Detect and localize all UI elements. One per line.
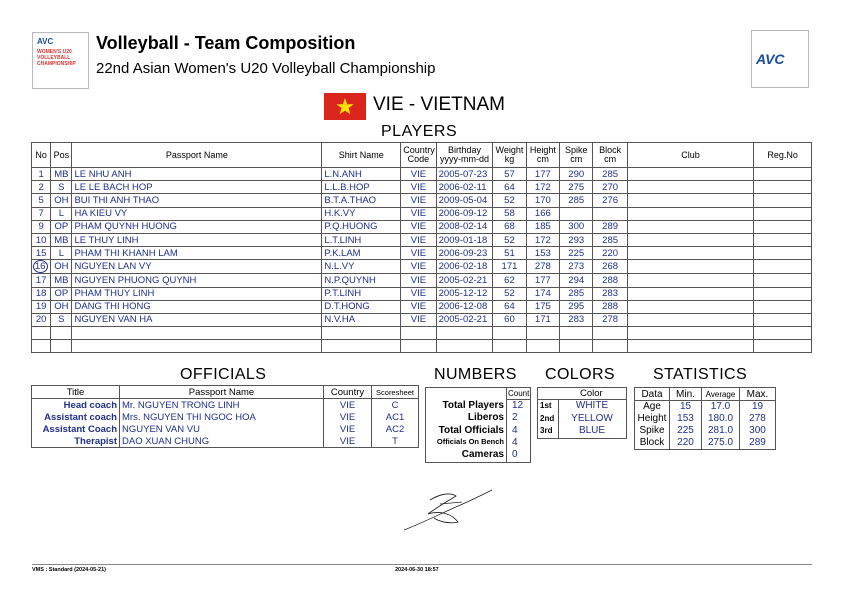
cell-no: 18	[32, 287, 51, 300]
numbers-value: 4	[512, 436, 518, 448]
cell-pos: OP	[51, 287, 72, 300]
cell-spike: 275	[560, 181, 593, 194]
cell-spike: 225	[560, 247, 593, 260]
statistics-table	[634, 387, 776, 450]
stats-header-row	[635, 388, 776, 401]
avc-logo-text: AVC	[756, 51, 785, 67]
empty-cell	[32, 327, 51, 340]
table-row	[32, 274, 812, 287]
numbers-heading: NUMBERS	[434, 366, 517, 383]
numbers-box	[425, 387, 531, 463]
empty-cell	[401, 327, 436, 340]
official-row	[32, 435, 419, 448]
players-table	[31, 142, 812, 353]
numbers-label: Total Players	[442, 400, 504, 411]
cell-country: VIE	[401, 220, 436, 233]
cell-no: 10	[32, 233, 51, 246]
numbers-value: 2	[512, 412, 518, 424]
cell-no: 9	[32, 220, 51, 233]
cell-block: 285	[593, 168, 627, 181]
empty-cell	[754, 327, 812, 340]
footer-version: VMS : Standard (2024-05-21)	[32, 567, 106, 573]
off-col-title: Title	[32, 386, 120, 399]
cell-reg	[754, 313, 812, 326]
logo-avc-text: AVC	[37, 37, 54, 46]
cell-weight: 60	[493, 313, 526, 326]
avc-logo	[751, 30, 809, 88]
empty-cell	[627, 327, 753, 340]
empty-cell	[526, 327, 559, 340]
cell-height: 174	[526, 287, 559, 300]
cell-weight: 68	[493, 220, 526, 233]
cell-reg	[754, 287, 812, 300]
numbers-label: Officials On Bench	[436, 436, 504, 446]
stats-row	[635, 401, 776, 414]
players-header-row	[32, 143, 812, 168]
cell-height: 185	[526, 220, 559, 233]
cell-reg	[754, 233, 812, 246]
stats-avg: 17.0	[702, 401, 740, 414]
stats-label: Height	[635, 413, 670, 425]
cell-reg	[754, 194, 812, 207]
cell-pos: MB	[51, 168, 72, 181]
stats-min: 15	[670, 401, 702, 414]
cell-spike: 295	[560, 300, 593, 313]
stats-col-data: Data	[635, 388, 670, 401]
cell-passport: BUI THI ANH THAO	[72, 194, 322, 207]
cell-weight: 51	[493, 247, 526, 260]
cell-birthday: 2006-02-18	[436, 260, 493, 274]
footer-timestamp: 2024-06-30 18:57	[395, 567, 439, 573]
cell-pos: OH	[51, 260, 72, 274]
cell-reg	[754, 247, 812, 260]
empty-cell	[51, 327, 72, 340]
cell-weight: 171	[493, 260, 526, 274]
col-weight: Weight kg	[493, 143, 526, 168]
cell-block	[593, 207, 627, 220]
numbers-value: 4	[512, 424, 518, 436]
cell-shirt: B.T.A.THAO	[322, 194, 401, 207]
cell-no: 17	[32, 274, 51, 287]
cell-height: 177	[526, 168, 559, 181]
cell-shirt: P.T.LINH	[322, 287, 401, 300]
table-row	[32, 233, 812, 246]
footer-divider	[32, 564, 812, 565]
cell-no	[32, 260, 51, 274]
cell-weight: 52	[493, 194, 526, 207]
document-title: Volleyball - Team Composition	[96, 33, 356, 53]
cell-spike: 294	[560, 274, 593, 287]
table-row	[32, 313, 812, 326]
official-title: Therapist	[32, 435, 120, 448]
cell-reg	[754, 207, 812, 220]
cell-block: 268	[593, 260, 627, 274]
officials-table	[31, 385, 419, 448]
official-passport: Mr. NGUYEN TRONG LINH	[120, 399, 324, 412]
cell-block: 288	[593, 274, 627, 287]
cell-passport: NGUYEN VAN HA	[72, 313, 322, 326]
cell-weight: 52	[493, 287, 526, 300]
empty-cell	[322, 327, 401, 340]
cell-shirt: P.K.LAM	[322, 247, 401, 260]
signature-icon	[400, 484, 500, 534]
officials-heading: OFFICIALS	[180, 366, 267, 383]
stats-col-max: Max.	[740, 388, 776, 401]
empty-cell	[560, 327, 593, 340]
cell-passport: DANG THI HONG	[72, 300, 322, 313]
cell-shirt: L.N.ANH	[322, 168, 401, 181]
cell-reg	[754, 168, 812, 181]
col-block: Block cm	[593, 143, 627, 168]
stats-max: 300	[740, 425, 776, 437]
official-country: VIE	[324, 411, 372, 423]
numbers-value: 0	[512, 449, 518, 461]
cell-block: 278	[593, 313, 627, 326]
stats-min: 225	[670, 425, 702, 437]
official-row	[32, 423, 419, 435]
cell-height: 278	[526, 260, 559, 274]
cell-pos: OH	[51, 194, 72, 207]
numbers-label: Total Officials	[438, 424, 504, 436]
vietnam-flag-icon	[324, 93, 366, 120]
off-col-country: Country	[324, 386, 372, 399]
cell-birthday: 2006-09-12	[436, 207, 493, 220]
off-col-passport: Passport Name	[120, 386, 324, 399]
color-value: YELLOW	[571, 412, 613, 424]
col-country: Country Code	[401, 143, 436, 168]
cell-shirt: P.Q.HUONG	[322, 220, 401, 233]
stats-max: 289	[740, 437, 776, 450]
cell-no: 2	[32, 181, 51, 194]
stats-label: Age	[635, 401, 670, 414]
cell-weight: 64	[493, 300, 526, 313]
cell-spike: 283	[560, 313, 593, 326]
colors-heading: COLORS	[545, 366, 615, 383]
cell-club	[627, 287, 753, 300]
col-pos: Pos	[51, 143, 72, 168]
championship-title: 22nd Asian Women's U20 Volleyball Championship	[96, 60, 436, 77]
official-row	[32, 411, 419, 423]
cell-block: 285	[593, 233, 627, 246]
cell-block: 289	[593, 220, 627, 233]
cell-block: 288	[593, 300, 627, 313]
cell-shirt: L.L.B.HOP	[322, 181, 401, 194]
color-rank: 1st	[540, 401, 552, 410]
official-passport: Mrs. NGUYEN THI NGOC HOA	[120, 411, 324, 423]
cell-club	[627, 181, 753, 194]
cell-spike	[560, 207, 593, 220]
cell-spike: 293	[560, 233, 593, 246]
team-name: VIE - VIETNAM	[373, 94, 505, 115]
cell-birthday: 2005-12-12	[436, 287, 493, 300]
cell-reg	[754, 181, 812, 194]
cell-reg	[754, 274, 812, 287]
logo-caption: WOMEN'S U20 VOLLEYBALL CHAMPIONSHIP	[37, 49, 76, 67]
stats-row	[635, 413, 776, 425]
col-shirt: Shirt Name	[322, 143, 401, 168]
cell-country: VIE	[401, 233, 436, 246]
cell-no: 7	[32, 207, 51, 220]
official-scoresheet: T	[372, 435, 419, 448]
cell-club	[627, 207, 753, 220]
cell-shirt: N.L.VY	[322, 260, 401, 274]
col-club: Club	[627, 143, 753, 168]
empty-cell	[754, 340, 812, 353]
cell-birthday: 2006-12-08	[436, 300, 493, 313]
cell-no: 20	[32, 313, 51, 326]
stats-col-average: Average	[702, 388, 740, 401]
empty-cell	[493, 340, 526, 353]
empty-cell	[72, 327, 322, 340]
official-country: VIE	[324, 423, 372, 435]
color-rank: 2nd	[540, 413, 555, 423]
cell-passport: LE THUY LINH	[72, 233, 322, 246]
official-passport: NGUYEN VAN VU	[120, 423, 324, 435]
empty-cell	[72, 340, 322, 353]
cell-birthday: 2005-02-21	[436, 313, 493, 326]
empty-cell	[560, 340, 593, 353]
cell-birthday: 2006-09-23	[436, 247, 493, 260]
players-heading: PLAYERS	[381, 123, 458, 140]
col-height: Height cm	[526, 143, 559, 168]
cell-country: VIE	[401, 274, 436, 287]
empty-row	[32, 340, 812, 353]
cell-spike: 285	[560, 194, 593, 207]
cell-pos: MB	[51, 274, 72, 287]
cell-spike: 300	[560, 220, 593, 233]
empty-cell	[32, 340, 51, 353]
cell-reg	[754, 220, 812, 233]
col-no: No	[32, 143, 51, 168]
cell-spike: 273	[560, 260, 593, 274]
official-scoresheet: AC2	[372, 423, 419, 435]
cell-club	[627, 168, 753, 181]
color-rank: 3rd	[540, 426, 553, 435]
stats-avg: 180.0	[702, 413, 740, 425]
cell-pos: S	[51, 313, 72, 326]
table-row	[32, 181, 812, 194]
numbers-value: 12	[512, 400, 524, 411]
cell-passport: LE LE BACH HOP	[72, 181, 322, 194]
cell-weight: 52	[493, 233, 526, 246]
cell-height: 166	[526, 207, 559, 220]
championship-logo	[32, 32, 89, 89]
table-row	[32, 260, 812, 274]
stats-row	[635, 437, 776, 450]
cell-birthday: 2009-05-04	[436, 194, 493, 207]
cell-passport: PHAM THI KHANH LAM	[72, 247, 322, 260]
cell-reg	[754, 300, 812, 313]
cell-country: VIE	[401, 247, 436, 260]
colors-box	[537, 387, 627, 439]
official-title: Assistant Coach	[32, 423, 120, 435]
cell-shirt: H.K.VY	[322, 207, 401, 220]
cell-club	[627, 260, 753, 274]
cell-spike: 290	[560, 168, 593, 181]
empty-cell	[627, 340, 753, 353]
officials-header-row	[32, 386, 419, 399]
col-reg: Reg.No	[754, 143, 812, 168]
official-country: VIE	[324, 399, 372, 412]
cell-passport: NGUYEN LAN VY	[72, 260, 322, 274]
empty-cell	[593, 327, 627, 340]
cell-height: 177	[526, 274, 559, 287]
col-passport: Passport Name	[72, 143, 322, 168]
cell-club	[627, 274, 753, 287]
table-row	[32, 287, 812, 300]
empty-cell	[436, 327, 493, 340]
official-passport: DAO XUAN CHUNG	[120, 435, 324, 448]
empty-cell	[436, 340, 493, 353]
cell-pos: OP	[51, 220, 72, 233]
cell-passport: LE NHU ANH	[72, 168, 322, 181]
cell-reg	[754, 260, 812, 274]
off-col-scoresheet: Scoresheet	[372, 386, 419, 399]
cell-club	[627, 194, 753, 207]
official-scoresheet: C	[372, 399, 419, 412]
stats-max: 278	[740, 413, 776, 425]
cell-club	[627, 247, 753, 260]
cell-country: VIE	[401, 194, 436, 207]
cell-shirt: N.V.HA	[322, 313, 401, 326]
statistics-heading: STATISTICS	[653, 366, 748, 383]
cell-weight: 62	[493, 274, 526, 287]
cell-no: 19	[32, 300, 51, 313]
col-birthday: Birthday yyyy-mm-dd	[436, 143, 493, 168]
stats-min: 153	[670, 413, 702, 425]
official-row	[32, 399, 419, 412]
stats-avg: 275.0	[702, 437, 740, 450]
cell-block: 283	[593, 287, 627, 300]
cell-no: 15	[32, 247, 51, 260]
colors-color-label: Color	[580, 388, 603, 399]
empty-cell	[322, 340, 401, 353]
cell-height: 171	[526, 313, 559, 326]
cell-country: VIE	[401, 168, 436, 181]
cell-country: VIE	[401, 260, 436, 274]
cell-birthday: 2005-02-21	[436, 274, 493, 287]
cell-birthday: 2006-02-11	[436, 181, 493, 194]
cell-weight: 64	[493, 181, 526, 194]
cell-club	[627, 313, 753, 326]
table-row	[32, 168, 812, 181]
color-value: BLUE	[578, 425, 606, 436]
cell-country: VIE	[401, 181, 436, 194]
cell-pos: S	[51, 181, 72, 194]
cell-no: 1	[32, 168, 51, 181]
stats-label: Spike	[635, 425, 670, 437]
cell-spike: 285	[560, 287, 593, 300]
cell-height: 175	[526, 300, 559, 313]
cell-club	[627, 233, 753, 246]
cell-birthday: 2008-02-14	[436, 220, 493, 233]
numbers-label: Liberos	[467, 412, 504, 424]
table-row	[32, 207, 812, 220]
cell-shirt: D.T.HONG	[322, 300, 401, 313]
official-country: VIE	[324, 435, 372, 448]
cell-country: VIE	[401, 287, 436, 300]
cell-birthday: 2005-07-23	[436, 168, 493, 181]
numbers-label: Cameras	[461, 449, 504, 461]
stats-min: 220	[670, 437, 702, 450]
official-title: Assistant coach	[32, 411, 120, 423]
empty-cell	[401, 340, 436, 353]
cell-country: VIE	[401, 313, 436, 326]
cell-pos: L	[51, 207, 72, 220]
cell-birthday: 2009-01-18	[436, 233, 493, 246]
empty-cell	[493, 327, 526, 340]
numbers-count-label: Count	[508, 389, 530, 398]
stats-col-min: Min.	[670, 388, 702, 401]
stats-max: 19	[740, 401, 776, 414]
empty-row	[32, 327, 812, 340]
cell-country: VIE	[401, 207, 436, 220]
cell-club	[627, 220, 753, 233]
color-value: WHITE	[575, 400, 609, 411]
cell-passport: PHAM QUYNH HUONG	[72, 220, 322, 233]
cell-pos: L	[51, 247, 72, 260]
cell-passport: PHAM THUY LINH	[72, 287, 322, 300]
cell-height: 172	[526, 181, 559, 194]
stats-row	[635, 425, 776, 437]
table-row	[32, 194, 812, 207]
captain-marker: 16	[33, 260, 48, 273]
cell-shirt: N.P.QUYNH	[322, 274, 401, 287]
table-row	[32, 300, 812, 313]
stats-label: Block	[635, 437, 670, 450]
table-row	[32, 220, 812, 233]
cell-block: 276	[593, 194, 627, 207]
cell-weight: 58	[493, 207, 526, 220]
cell-height: 172	[526, 233, 559, 246]
cell-passport: NGUYEN PHUONG QUYNH	[72, 274, 322, 287]
col-spike: Spike cm	[560, 143, 593, 168]
cell-height: 153	[526, 247, 559, 260]
cell-no: 5	[32, 194, 51, 207]
cell-country: VIE	[401, 300, 436, 313]
empty-cell	[593, 340, 627, 353]
official-title: Head coach	[32, 399, 120, 412]
cell-block: 270	[593, 181, 627, 194]
cell-pos: OH	[51, 300, 72, 313]
table-row	[32, 247, 812, 260]
cell-shirt: L.T.LINH	[322, 233, 401, 246]
empty-cell	[526, 340, 559, 353]
cell-passport: HA KIEU VY	[72, 207, 322, 220]
cell-club	[627, 300, 753, 313]
official-scoresheet: AC1	[372, 411, 419, 423]
cell-weight: 57	[493, 168, 526, 181]
cell-pos: MB	[51, 233, 72, 246]
cell-block: 220	[593, 247, 627, 260]
empty-cell	[51, 340, 72, 353]
cell-height: 170	[526, 194, 559, 207]
stats-avg: 281.0	[702, 425, 740, 437]
